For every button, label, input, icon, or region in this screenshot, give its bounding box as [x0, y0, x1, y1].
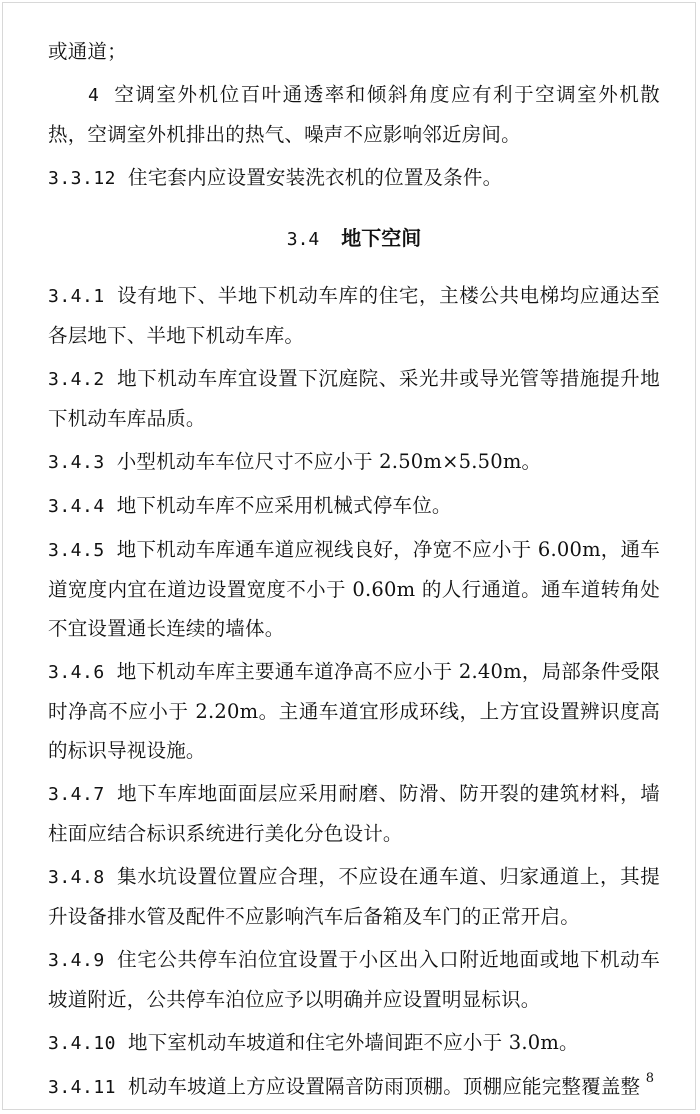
- clause-number: 3.4.4: [48, 496, 105, 517]
- clause-text: 集水坑设置位置应合理，不应设在通车道、归家通道上，其提升设备排水管及配件不应影响汽车后备箱及车门的正常开启。: [48, 865, 660, 928]
- clause-text: 地下室机动车坡道和住宅外墙间距不应小于 3.0m。: [128, 1031, 579, 1054]
- clause-3-4-2: [48, 359, 660, 438]
- clause-number: 3.4.1: [48, 286, 105, 307]
- clause-3-3-12: [48, 158, 660, 198]
- clause-3-4-9: [48, 940, 660, 1019]
- clause-number: 3.3.12: [48, 168, 117, 189]
- clause-number: 3.4.8: [48, 867, 105, 888]
- clause-number: 3.4.3: [48, 452, 105, 473]
- list-item-4: [48, 75, 660, 154]
- clause-3-4-7: [48, 774, 660, 853]
- clause-3-4-4: [48, 486, 660, 526]
- item-number: 4: [88, 85, 100, 106]
- clause-text: 设有地下、半地下机动车库的住宅，主楼公共电梯均应通达至各层地下、半地下机动车库。: [48, 284, 660, 347]
- clause-text: 地下机动车库主要通车道净高不应小于 2.40m，局部条件受限时净高不应小于 2.20m。主通车道宜形成环线，上方宜设置辨识度高的标识导视设施。: [48, 660, 660, 762]
- clause-number: 3.4.9: [48, 950, 105, 971]
- continuation-content: 或通道；: [48, 40, 127, 63]
- clause-text: 小型机动车车位尺寸不应小于 2.50m×5.50m。: [116, 450, 542, 473]
- clause-3-4-10: [48, 1023, 660, 1063]
- continuation-text: [48, 32, 660, 71]
- clause-number: 3.4.6: [48, 662, 105, 683]
- clause-number: 3.4.10: [48, 1033, 117, 1054]
- section-title: 地下空间: [341, 226, 422, 250]
- clause-number: 3.4.7: [48, 784, 105, 805]
- clause-text: 地下车库地面面层应采用耐磨、防滑、防开裂的建筑材料，墙柱面应结合标识系统进行美化分色设计。: [48, 782, 660, 845]
- item-text: 空调室外机位百叶通透率和倾斜角度应有利于空调室外机散热，空调室外机排出的热气、噪声不应影响邻近房间。: [48, 83, 660, 146]
- clause-number: 3.4.11: [48, 1077, 117, 1098]
- clause-text: 机动车坡道上方应设置隔音防雨顶棚。顶棚应能完整覆盖整: [128, 1075, 641, 1098]
- clause-number: 3.4.2: [48, 369, 105, 390]
- clause-text: 住宅套内应设置安装洗衣机的位置及条件。: [128, 166, 503, 189]
- clause-3-4-11: [48, 1067, 660, 1107]
- clause-3-4-1: [48, 276, 660, 355]
- clause-number: 3.4.5: [48, 540, 105, 561]
- clause-text: 地下机动车库不应采用机械式停车位。: [116, 494, 452, 517]
- clause-text: 地下机动车库宜设置下沉庭院、采光井或导光管等措施提升地下机动车库品质。: [48, 367, 660, 430]
- clause-3-4-5: [48, 530, 660, 648]
- clause-text: 地下机动车库通车道应视线良好，净宽不应小于 6.00m，通车道宽度内宜在道边设置宽度不小于 0.60m 的人行通道。通车道转角处不宜设置通长连续的墙体。: [48, 538, 660, 640]
- clause-3-4-3: [48, 442, 660, 482]
- document-body: [48, 32, 660, 1111]
- section-heading: [48, 218, 660, 260]
- clause-text: 住宅公共停车泊位宜设置于小区出入口附近地面或地下机动车坡道附近，公共停车泊位应予以明确并应设置明显标识。: [48, 948, 660, 1011]
- section-number: 3.4: [286, 229, 320, 250]
- clause-3-4-8: [48, 857, 660, 936]
- clause-3-4-6: [48, 652, 660, 770]
- page-number: 8: [645, 1071, 654, 1086]
